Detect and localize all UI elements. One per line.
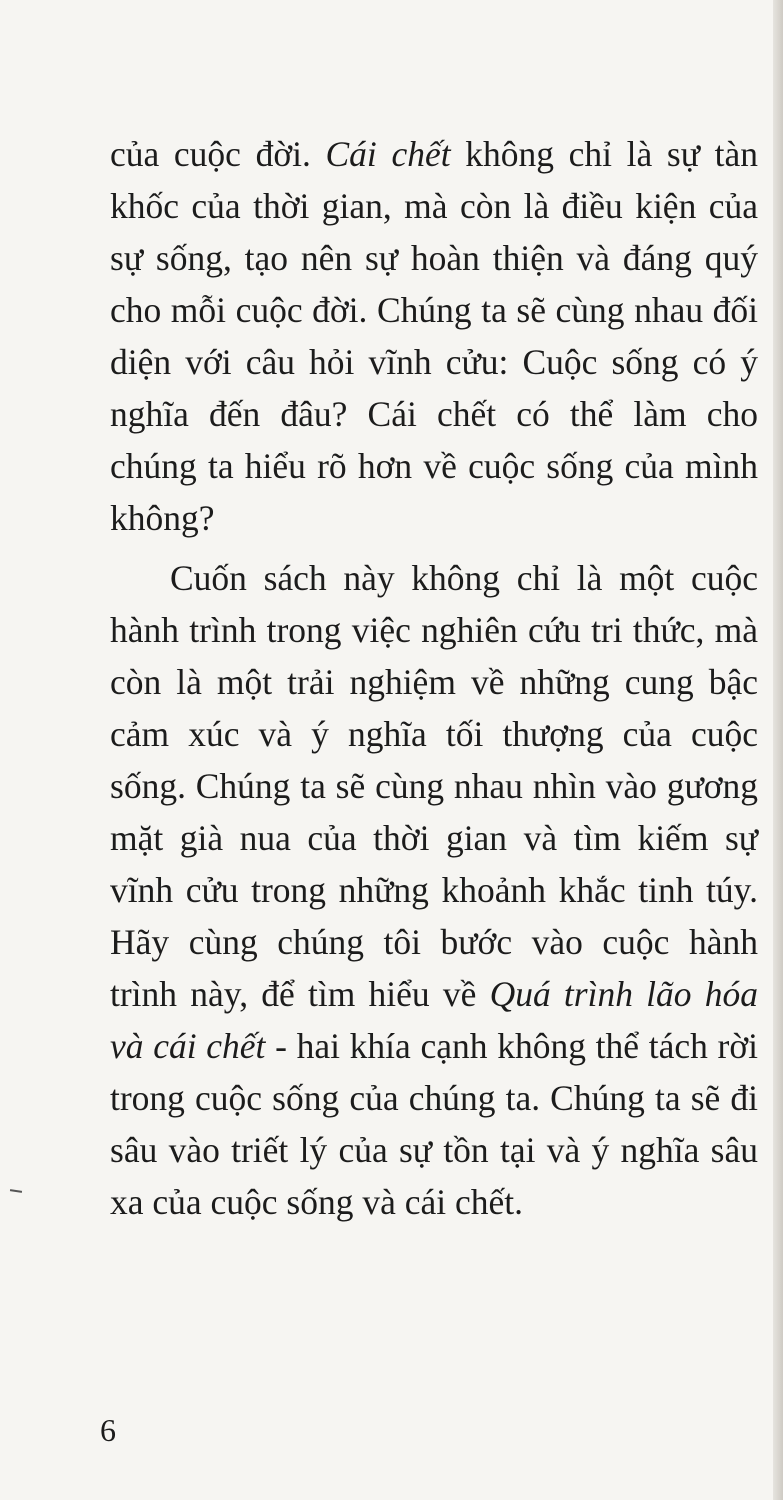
paragraph-2-italic-title: Quá trình lão hóa và cái chết xyxy=(110,974,758,1066)
paragraph-1-italic-term: Cái chết xyxy=(325,134,451,174)
page-number: 6 xyxy=(100,1412,116,1448)
paragraph-2-run-3: - hai khía cạnh không thể tách rời trong cuộc sống của chúng ta. Chúng ta sẽ đi sâu vào triết lý của sự tồn tại và ý nghĩa sâu xa của cuộc sống và cái chết. xyxy=(110,1026,758,1222)
paragraph-1-run-1: của cuộc đời. xyxy=(110,134,326,174)
paragraph-1 xyxy=(110,128,758,544)
page-edge xyxy=(773,0,783,1500)
paragraph-2-run-1: Cuốn sách này không chỉ là một cuộc hành trình trong việc nghiên cứu tri thức, mà còn là một trải nghiệm về những cung bậc cảm xúc và ý nghĩa tối thượng của cuộc sống. Chúng ta sẽ cùng nhau nhìn vào gương mặt già nua của thời gian và tìm kiếm sự vĩnh cửu trong những khoảnh khắc tinh túy. Hãy cùng chúng tôi bước vào cuộc hành trình này, để tìm hiểu về xyxy=(110,558,758,1014)
body-text xyxy=(110,128,758,1228)
paragraph-2 xyxy=(110,552,758,1228)
stray-mark xyxy=(10,1189,22,1193)
paragraph-1-run-3: không chỉ là sự tàn khốc của thời gian, mà còn là điều kiện của sự sống, tạo nên sự hoàn thiện và đáng quý cho mỗi cuộc đời. Chúng ta sẽ cùng nhau đối diện với câu hỏi vĩnh cửu: Cuộc sống có ý nghĩa đến đâu? Cái chết có thể làm cho chúng ta hiểu rõ hơn về cuộc sống của mình không? xyxy=(110,134,758,538)
